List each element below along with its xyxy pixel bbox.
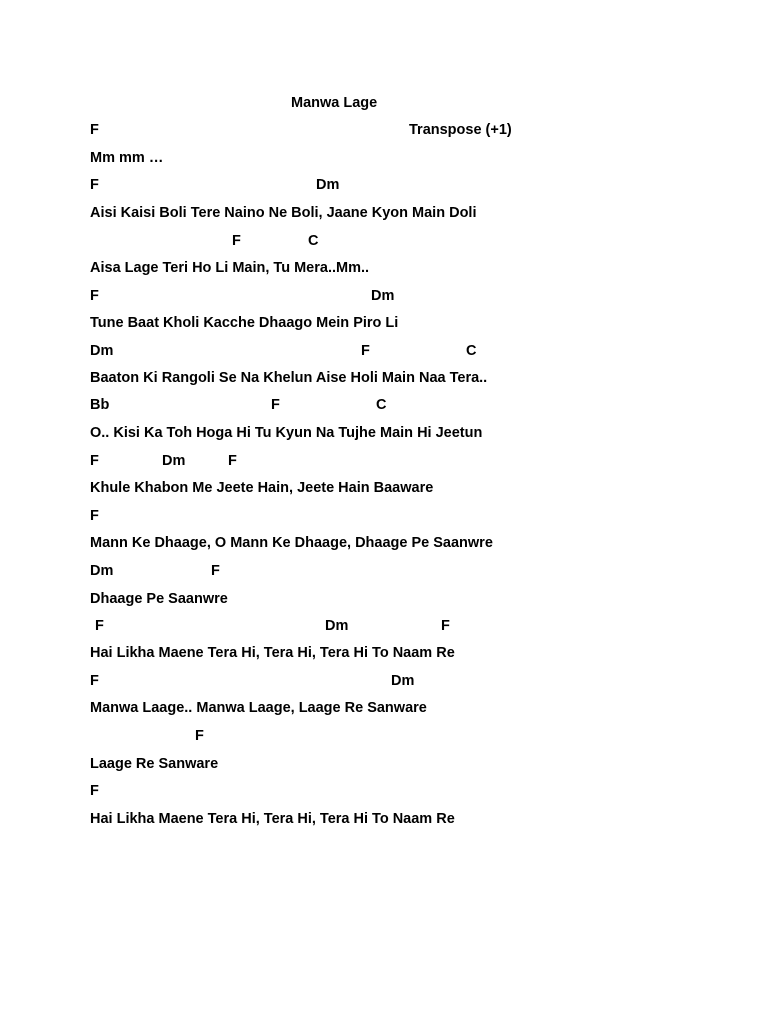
lyric-line: Aisa Lage Teri Ho Li Main, Tu Mera..Mm.. bbox=[90, 260, 370, 276]
chord-label: C bbox=[466, 343, 477, 359]
lyric-line: Aisi Kaisi Boli Tere Naino Ne Boli, Jaane Kyon Main Doli bbox=[90, 205, 477, 221]
chord-label: Dm bbox=[90, 563, 114, 579]
lyric-line: O.. Kisi Ka Toh Hoga Hi Tu Kyun Na Tujhe Main Hi Jeetun bbox=[90, 425, 483, 441]
chord-label: F bbox=[441, 618, 450, 634]
lyric-line: Hai Likha Maene Tera Hi, Tera Hi, Tera Hi To Naam Re bbox=[90, 645, 455, 661]
lyric-line: Tune Baat Kholi Kacche Dhaago Mein Piro Li bbox=[90, 315, 399, 331]
chord-label: C bbox=[376, 397, 387, 413]
chord-label: F bbox=[211, 563, 220, 579]
lyric-line: Khule Khabon Me Jeete Hain, Jeete Hain Baaware bbox=[90, 480, 434, 496]
chord-label: F bbox=[90, 288, 99, 304]
chord-label: Dm bbox=[391, 673, 415, 689]
chord-label: Dm bbox=[316, 177, 340, 193]
chord-label: C bbox=[308, 233, 319, 249]
chord-label: F bbox=[228, 453, 237, 469]
lyric-line: Manwa Laage.. Manwa Laage, Laage Re Sanware bbox=[90, 700, 427, 716]
chord-label: F bbox=[271, 397, 280, 413]
lyric-line: Mann Ke Dhaage, O Mann Ke Dhaage, Dhaage Pe Saanwre bbox=[90, 535, 493, 551]
chord-label: Dm bbox=[371, 288, 395, 304]
chord-label: F bbox=[90, 673, 99, 689]
chord-label: F bbox=[90, 508, 99, 524]
chord-label: F bbox=[90, 122, 99, 138]
transpose-label: Transpose (+1) bbox=[409, 122, 512, 138]
lyric-line: Dhaage Pe Saanwre bbox=[90, 591, 228, 607]
chord-label: F bbox=[361, 343, 370, 359]
chord-label: F bbox=[195, 728, 204, 744]
lyric-line: Baaton Ki Rangoli Se Na Khelun Aise Holi Main Naa Tera.. bbox=[90, 370, 488, 386]
chord-label: F bbox=[90, 177, 99, 193]
lyric-line: Mm mm … bbox=[90, 150, 164, 166]
chord-label: F bbox=[232, 233, 241, 249]
lyric-line: Hai Likha Maene Tera Hi, Tera Hi, Tera Hi To Naam Re bbox=[90, 811, 455, 827]
lyric-line: Laage Re Sanware bbox=[90, 756, 219, 772]
chord-label: F bbox=[90, 783, 99, 799]
chord-label: Dm bbox=[162, 453, 186, 469]
page-title: Manwa Lage bbox=[291, 95, 378, 111]
chord-label: Dm bbox=[90, 343, 114, 359]
chord-label: Bb bbox=[90, 397, 110, 413]
chord-label: F bbox=[95, 618, 104, 634]
chord-label: Dm bbox=[325, 618, 349, 634]
chord-label: F bbox=[90, 453, 99, 469]
